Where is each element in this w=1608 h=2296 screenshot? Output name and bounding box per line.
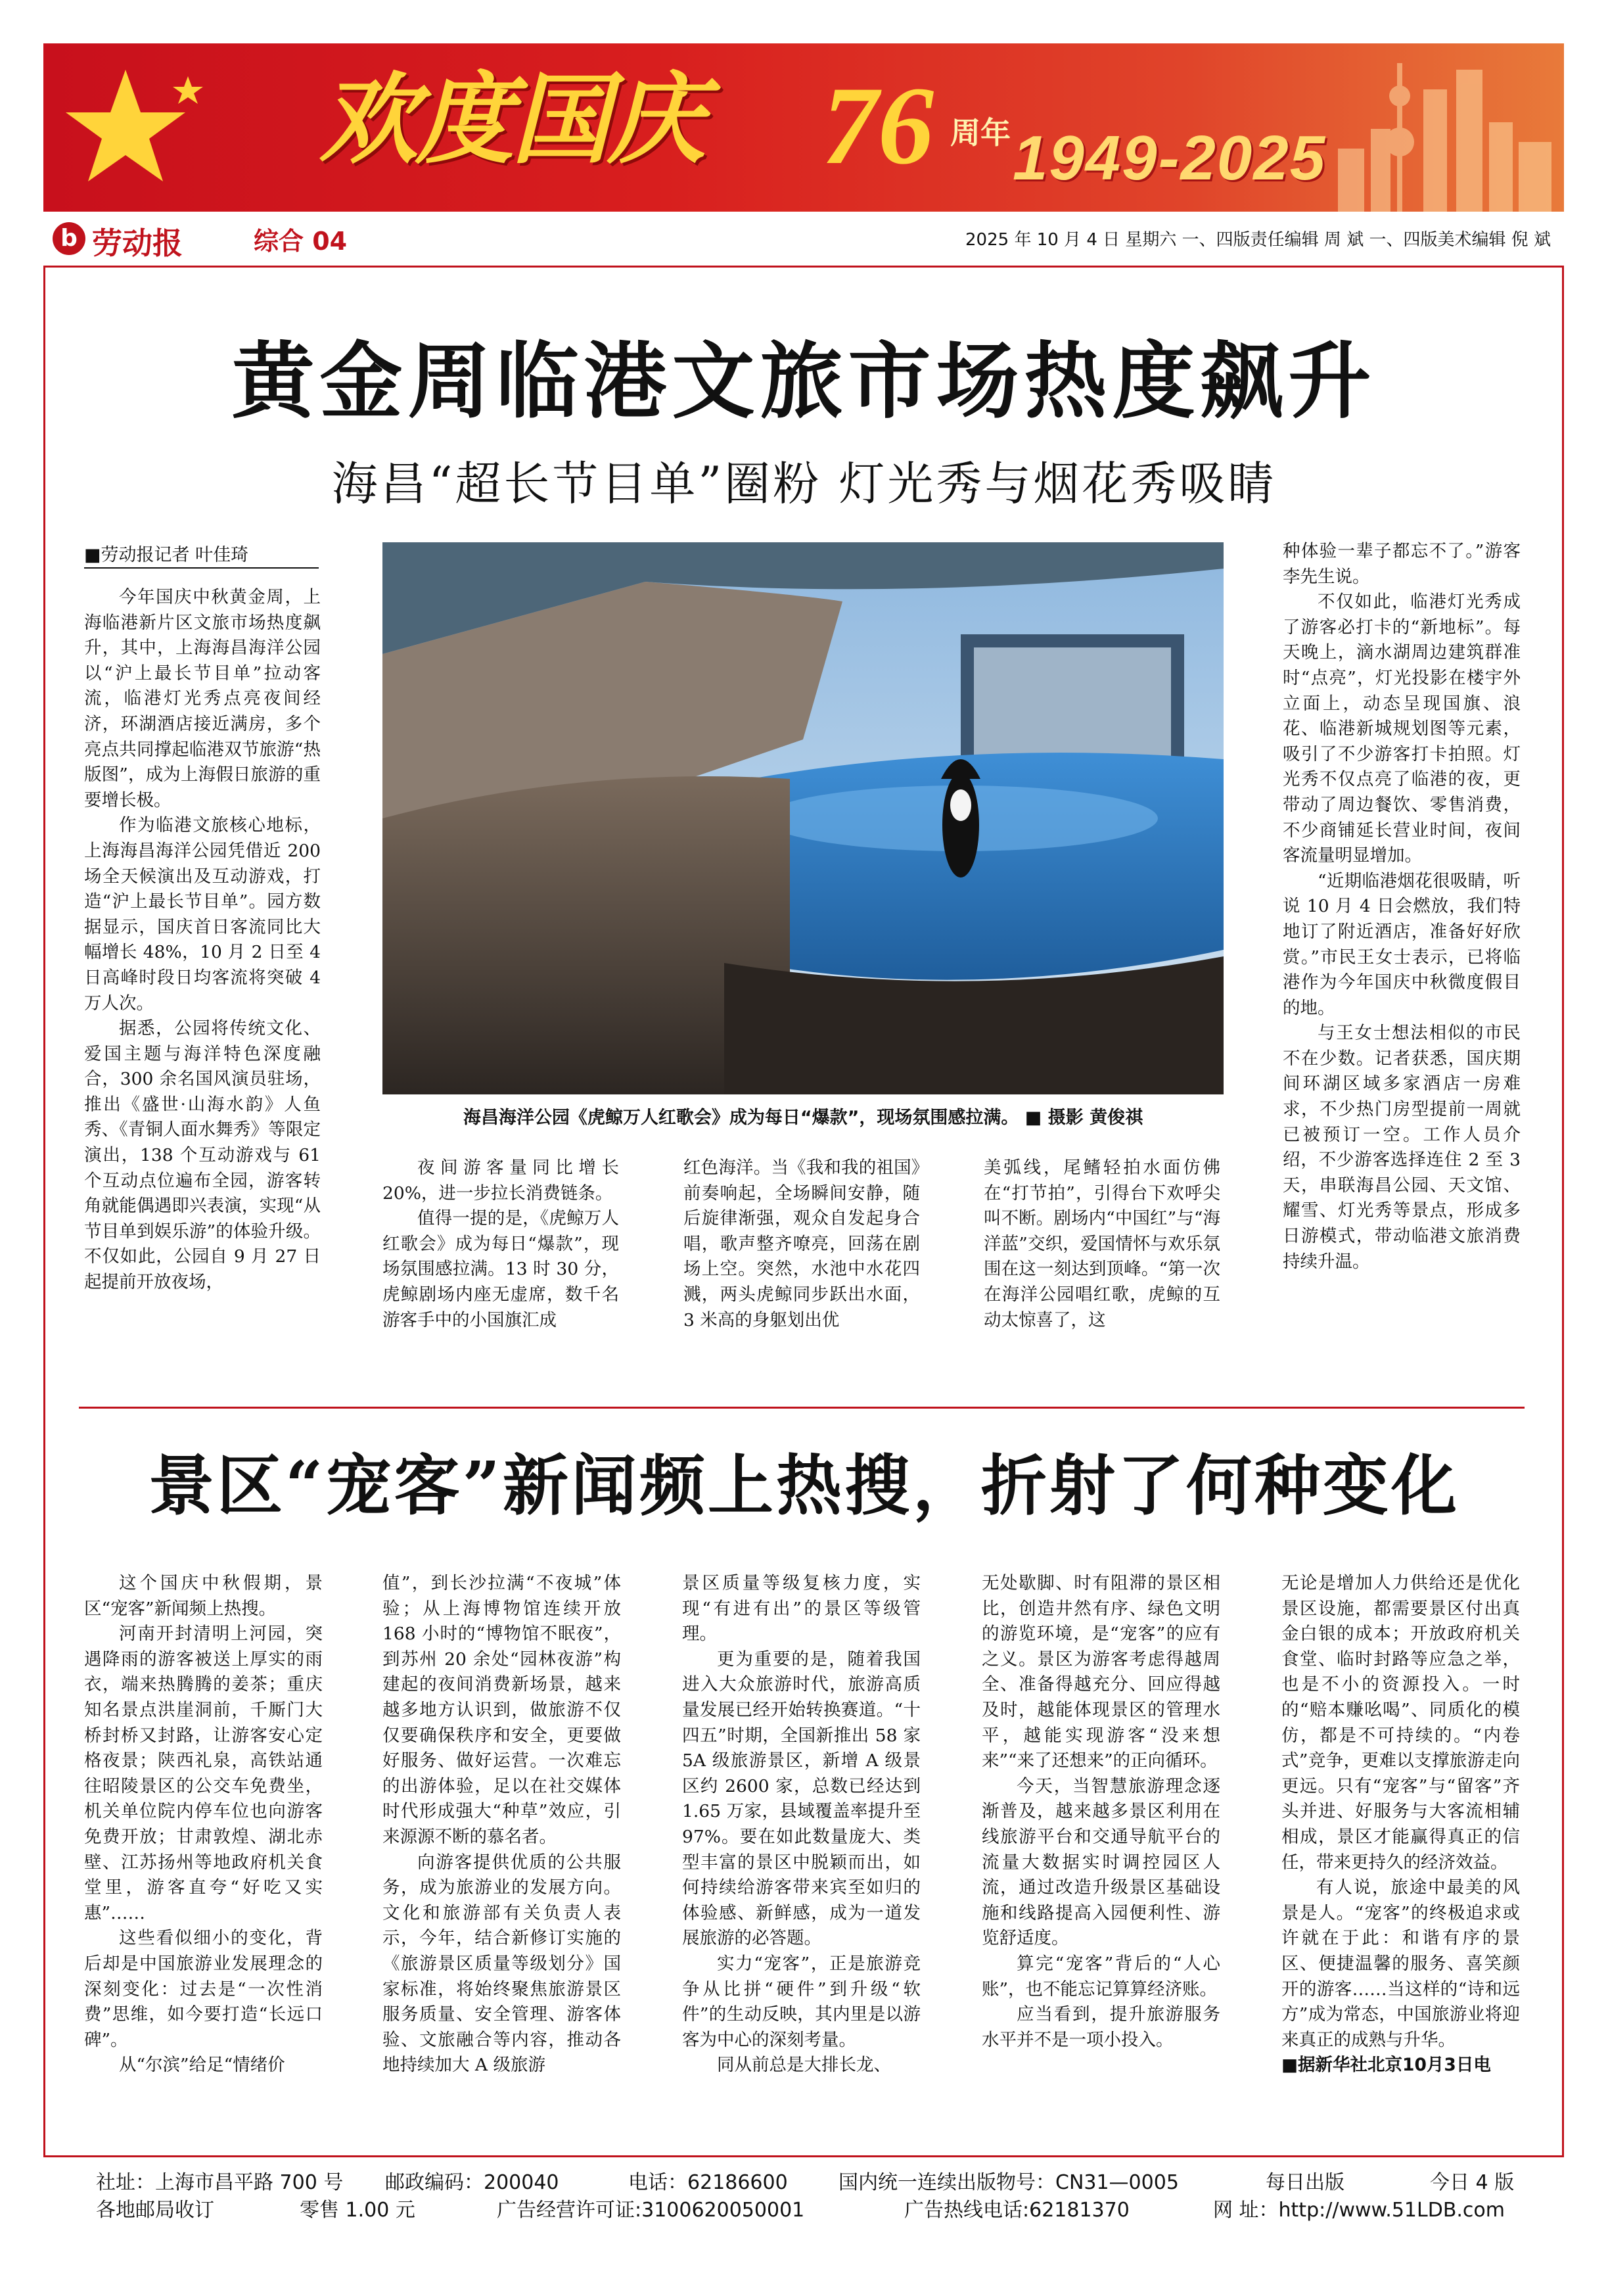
newspaper-name: 劳动报 <box>92 225 183 261</box>
anniversary-number: 76 <box>822 64 934 187</box>
paragraph: 不仅如此，临港灯光秀成了游客必打卡的“新地标”。每天晚上，滴水湖周边建筑群准时“点亮”，灯光投影在楼宇外立面上，动态呈现国旗、浪花、临港新城规划图等元素，吸引了不少游客打卡拍照。灯光秀不仅点亮了临港的夜，更带动了周边餐饮、零售消费，不少商铺延长营业时间，夜间客流量明显增加。 <box>1283 592 1521 866</box>
article1-col3 <box>683 1156 920 1333</box>
article2-col4 <box>982 1571 1220 2053</box>
paragraph: 夜间游客量同比增长 20%，进一步拉长消费链条。 <box>382 1158 619 1204</box>
article1-col4 <box>984 1156 1220 1333</box>
paragraph: 这个国庆中秋假期，景区“宠客”新闻频上热搜。 <box>84 1573 323 1619</box>
skyline-graphic <box>1331 50 1561 212</box>
article2-title: 景区“宠客”新闻频上热搜，折射了何种变化 <box>148 1447 1460 1524</box>
paragraph: 更为重要的是，随着我国进入大众旅游时代，旅游高质量发展已经开始转换赛道。“十四五”时期，全国新推出 58 家 5A 级旅游景区，新增 A 级景区约 2600 家，总数已经达到 1.65 万家，县域覆盖率提升至 97%。要在如此数量庞大、类型丰富的景区中脱颖而出，如何持续给游客带来宾至如归的体验感、新鲜感，成为一道发展旅游的必答题。 <box>682 1649 921 1949</box>
paragraph: 值”，到长沙拉满“不夜城”体验；从上海博物馆连续开放 168 小时的“博物馆不眠夜”，到苏州 20 余处“园林夜游”构建起的夜间消费新场景，越来越多地方认识到，做旅游不仅仅要确保秩序和安全，更要做好服务、做好运营。一次难忘的出游体验，足以在社交媒体时代形成强大“种草”效应，引来源源不断的慕名者。 <box>382 1573 621 1847</box>
article1-byline: ■劳动报记者 叶佳琦 <box>84 540 319 569</box>
killer-whale-show-photo <box>382 542 1224 1094</box>
article2-col5 <box>1281 1571 1520 2078</box>
article1-subtitle: 海昌“超长节目单”圈粉 灯光秀与烟花秀吸睛 <box>331 457 1277 511</box>
paragraph: 据悉，公园将传统文化、爱国主题与海洋特色深度融合，300 余名国风演员驻场，推出《盛世·山海水韵》人鱼秀、《青铜人面水舞秀》等限定演出，138 个互动游戏与 61 个互动点位遍布全园，游客转角就能偶遇即兴表演，实现“从节目单到娱乐游”的体验升级。不仅如此，公园自 9 月 27 日起提前开放夜场， <box>84 1018 321 1293</box>
paragraph: 种体验一辈子都忘不了。”游客李先生说。 <box>1283 541 1521 587</box>
article1-col5 <box>1283 539 1521 1275</box>
footer-phone: 电话：62186600 <box>628 2171 788 2194</box>
paragraph: 今天，当智慧旅游理念逐渐普及，越来越多景区利用在线旅游平台和交通导航平台的流量大数据实时调控园区人流，通过改造升级景区基础设施和线路提高入园便利性、游览舒适度。 <box>982 1775 1220 1949</box>
paragraph: 景区质量等级复核力度，实现“有进有出”的景区等级管理。 <box>682 1573 921 1645</box>
masthead <box>43 217 1564 260</box>
paragraph: 与王女士想法相似的市民不在少数。记者获悉，国庆期间环湖区域多家酒店一房难求，不少热门房型提前一周就已被预订一空。工作人员介绍，不少游客选择连住 2 至 3 天，串联海昌公园、天文馆、耀雪、灯光秀等景点，形成多日游模式，带动临港文旅消费持续升温。 <box>1283 1023 1521 1272</box>
footer-license: 广告经营许可证:3100620050001 <box>497 2199 805 2222</box>
section-divider <box>79 1407 1525 1409</box>
article2-col1 <box>84 1571 323 2078</box>
footer <box>43 2166 1564 2271</box>
anniversary-label: 周年 <box>950 115 1011 151</box>
paragraph: 河南开封清明上河园，突遇降雨的游客被送上厚实的雨衣，端来热腾腾的姜茶；重庆知名景点洪崖洞前，千厮门大桥封桥又封路，让游客安心定格夜景；陕西礼泉，高铁站通往昭陵景区的公交车免费坐，机关单位院内停车位也向游客免费开放；甘肃敦煌、湖北赤壁、江苏扬州等地政府机关食堂里，游客直夸“好吃又实惠”…… <box>84 1624 323 1923</box>
article2-col3 <box>682 1571 921 2078</box>
article1-col1 <box>84 585 321 1296</box>
footer-address: 社址：上海市昌平路 700 号 <box>96 2171 344 2194</box>
footer-subscribe: 各地邮局收订 <box>96 2199 214 2222</box>
paragraph: 红色海洋。当《我和我的祖国》前奏响起，全场瞬间安静，随后旋律渐强，观众自发起身合唱，歌声整齐嘹亮，回荡在剧场上空。突然，水池中水花四溅，两头虎鲸同步跃出水面，3 米高的身躯划出优 <box>683 1158 920 1330</box>
national-day-banner <box>43 43 1564 212</box>
footer-price: 零售 1.00 元 <box>300 2199 415 2222</box>
issue-meta: 2025 年 10 月 4 日 星期六 一、四版责任编辑 周 斌 一、四版美术编辑 倪 斌 <box>965 230 1551 250</box>
footer-adphone: 广告热线电话:62181370 <box>904 2199 1130 2222</box>
footer-postcode: 邮政编码：200040 <box>385 2171 559 2194</box>
footer-pages: 今日 4 版 <box>1430 2171 1515 2194</box>
article1-col2 <box>382 1156 619 1333</box>
paragraph: 实力“宠客”，正是旅游竞争从比拼“硬件”到升级“软件”的生动反映，其内里是以游客为中心的深刻考量。 <box>682 1953 921 2050</box>
paragraph: 应当看到，提升旅游服务水平并不是一项小投入。 <box>982 2004 1220 2050</box>
footer-cn: 国内统一连续出版物号：CN31—0005 <box>838 2171 1179 2194</box>
article1-title: 黄金周临港文旅市场热度飙升 <box>231 333 1377 430</box>
photo-caption: 海昌海洋公园《虎鲸万人红歌会》成为每日“爆款”，现场氛围感拉满。 ■ 摄影 黄俊祺 <box>463 1108 1143 1128</box>
paragraph: 同从前总是大排长龙、 <box>717 2055 891 2076</box>
newspaper-logo-icon: b <box>53 222 85 255</box>
paragraph: 无论是增加人力供给还是优化景区设施，都需要景区付出真金白银的成本；开放政府机关食堂、临时封路等应急之举，也是不小的资源投入。一时的“赔本赚吆喝”、同质化的模仿，都是不可持续的。“内卷式”竞争，更难以支撑旅游走向更远。只有“宠客”与“留客”齐头并进、好服务与大客流相辅相成，景区才能赢得真正的信任，带来更持久的经济效益。 <box>1281 1573 1520 1873</box>
paragraph: 作为临港文旅核心地标，上海海昌海洋公园凭借近 200 场全天候演出及互动游戏，打造“沪上最长节目单”。园方数据显示，国庆首日客流同比大幅增长 48%，10 月 2 日至 4 日高峰时段日均客流将突破 4 万人次。 <box>84 815 321 1014</box>
star-icon <box>63 57 208 201</box>
paragraph: “近期临港烟花很吸睛，听说 10 月 4 日会燃放，我们特地订了附近酒店，准备好好欣赏。”市民王女士表示，已将临港作为今年国庆中秋微度假目的地。 <box>1283 870 1521 1018</box>
footer-website: 网 址：http://www.51LDB.com <box>1213 2199 1505 2222</box>
article2-source: ■据新华社北京10月3日电 <box>1281 2055 1491 2076</box>
section-label: 综合 04 <box>254 227 348 256</box>
paragraph: 有人说，旅途中最美的风景是人。“宠客”的终极追求或许就在于此：和谐有序的景区、便捷温馨的服务、喜笑颜开的游客……当这样的“诗和远方”成为常态，中国旅游业将迎来真正的成熟与升华。 <box>1281 1877 1520 2050</box>
article2-col2 <box>382 1571 621 2078</box>
footer-daily: 每日出版 <box>1266 2171 1344 2194</box>
paragraph: 值得一提的是，《虎鲸万人红歌会》成为每日“爆款”，现场氛围感拉满。13 时 30 分，虎鲸剧场内座无虚席，数千名游客手中的小国旗汇成 <box>382 1208 619 1330</box>
paragraph: 今年国庆中秋黄金周，上海临港新片区文旅市场热度飙升，其中，上海海昌海洋公园以“沪上最长节目单”拉动客流，临港灯光秀点亮夜间经济，环湖酒店接近满房，多个亮点共同撑起临港双节旅游“热版图”，成为上海假日旅游的重要增长极。 <box>84 587 321 810</box>
years-range: 1949-2025 <box>1013 123 1327 193</box>
paragraph: 这些看似细小的变化，背后却是中国旅游业发展理念的深刻变化：过去是“一次性消费”思维，如今要打造“长远口碑”。 <box>84 1928 323 2050</box>
festival-title: 欢度国庆 <box>319 63 704 177</box>
paragraph: 无处歇脚、时有阻滞的景区相比，创造井然有序、绿色文明的游览环境，是“宠客”的应有之义。景区为游客考虑得越周全、准备得越充分、回应得越及时，越能体现景区的管理水平，越能实现游客“没来想来”“来了还想来”的正向循环。 <box>982 1573 1220 1771</box>
paragraph: 算完“宠客”背后的“人心账”，也不能忘记算算经济账。 <box>982 1953 1220 2000</box>
paragraph: 从“尔滨”给足“情绪价 <box>119 2055 285 2076</box>
paragraph: 向游客提供优质的公共服务，成为旅游业的发展方向。文化和旅游部有关负责人表示，今年，结合新修订实施的《旅游景区质量等级划分》国家标准，将始终聚焦旅游景区服务质量、安全管理、游客体验、文旅融合等内容，推动各地持续加大 A 级旅游 <box>382 1852 621 2076</box>
paragraph: 美弧线，尾鳍轻拍水面仿佛在“打节拍”，引得台下欢呼尖叫不断。剧场内“中国红”与“海洋蓝”交织，爱国情怀与欢乐氛围在这一刻达到顶峰。“第一次在海洋公园唱红歌，虎鲸的互动太惊喜了，这 <box>984 1158 1220 1330</box>
